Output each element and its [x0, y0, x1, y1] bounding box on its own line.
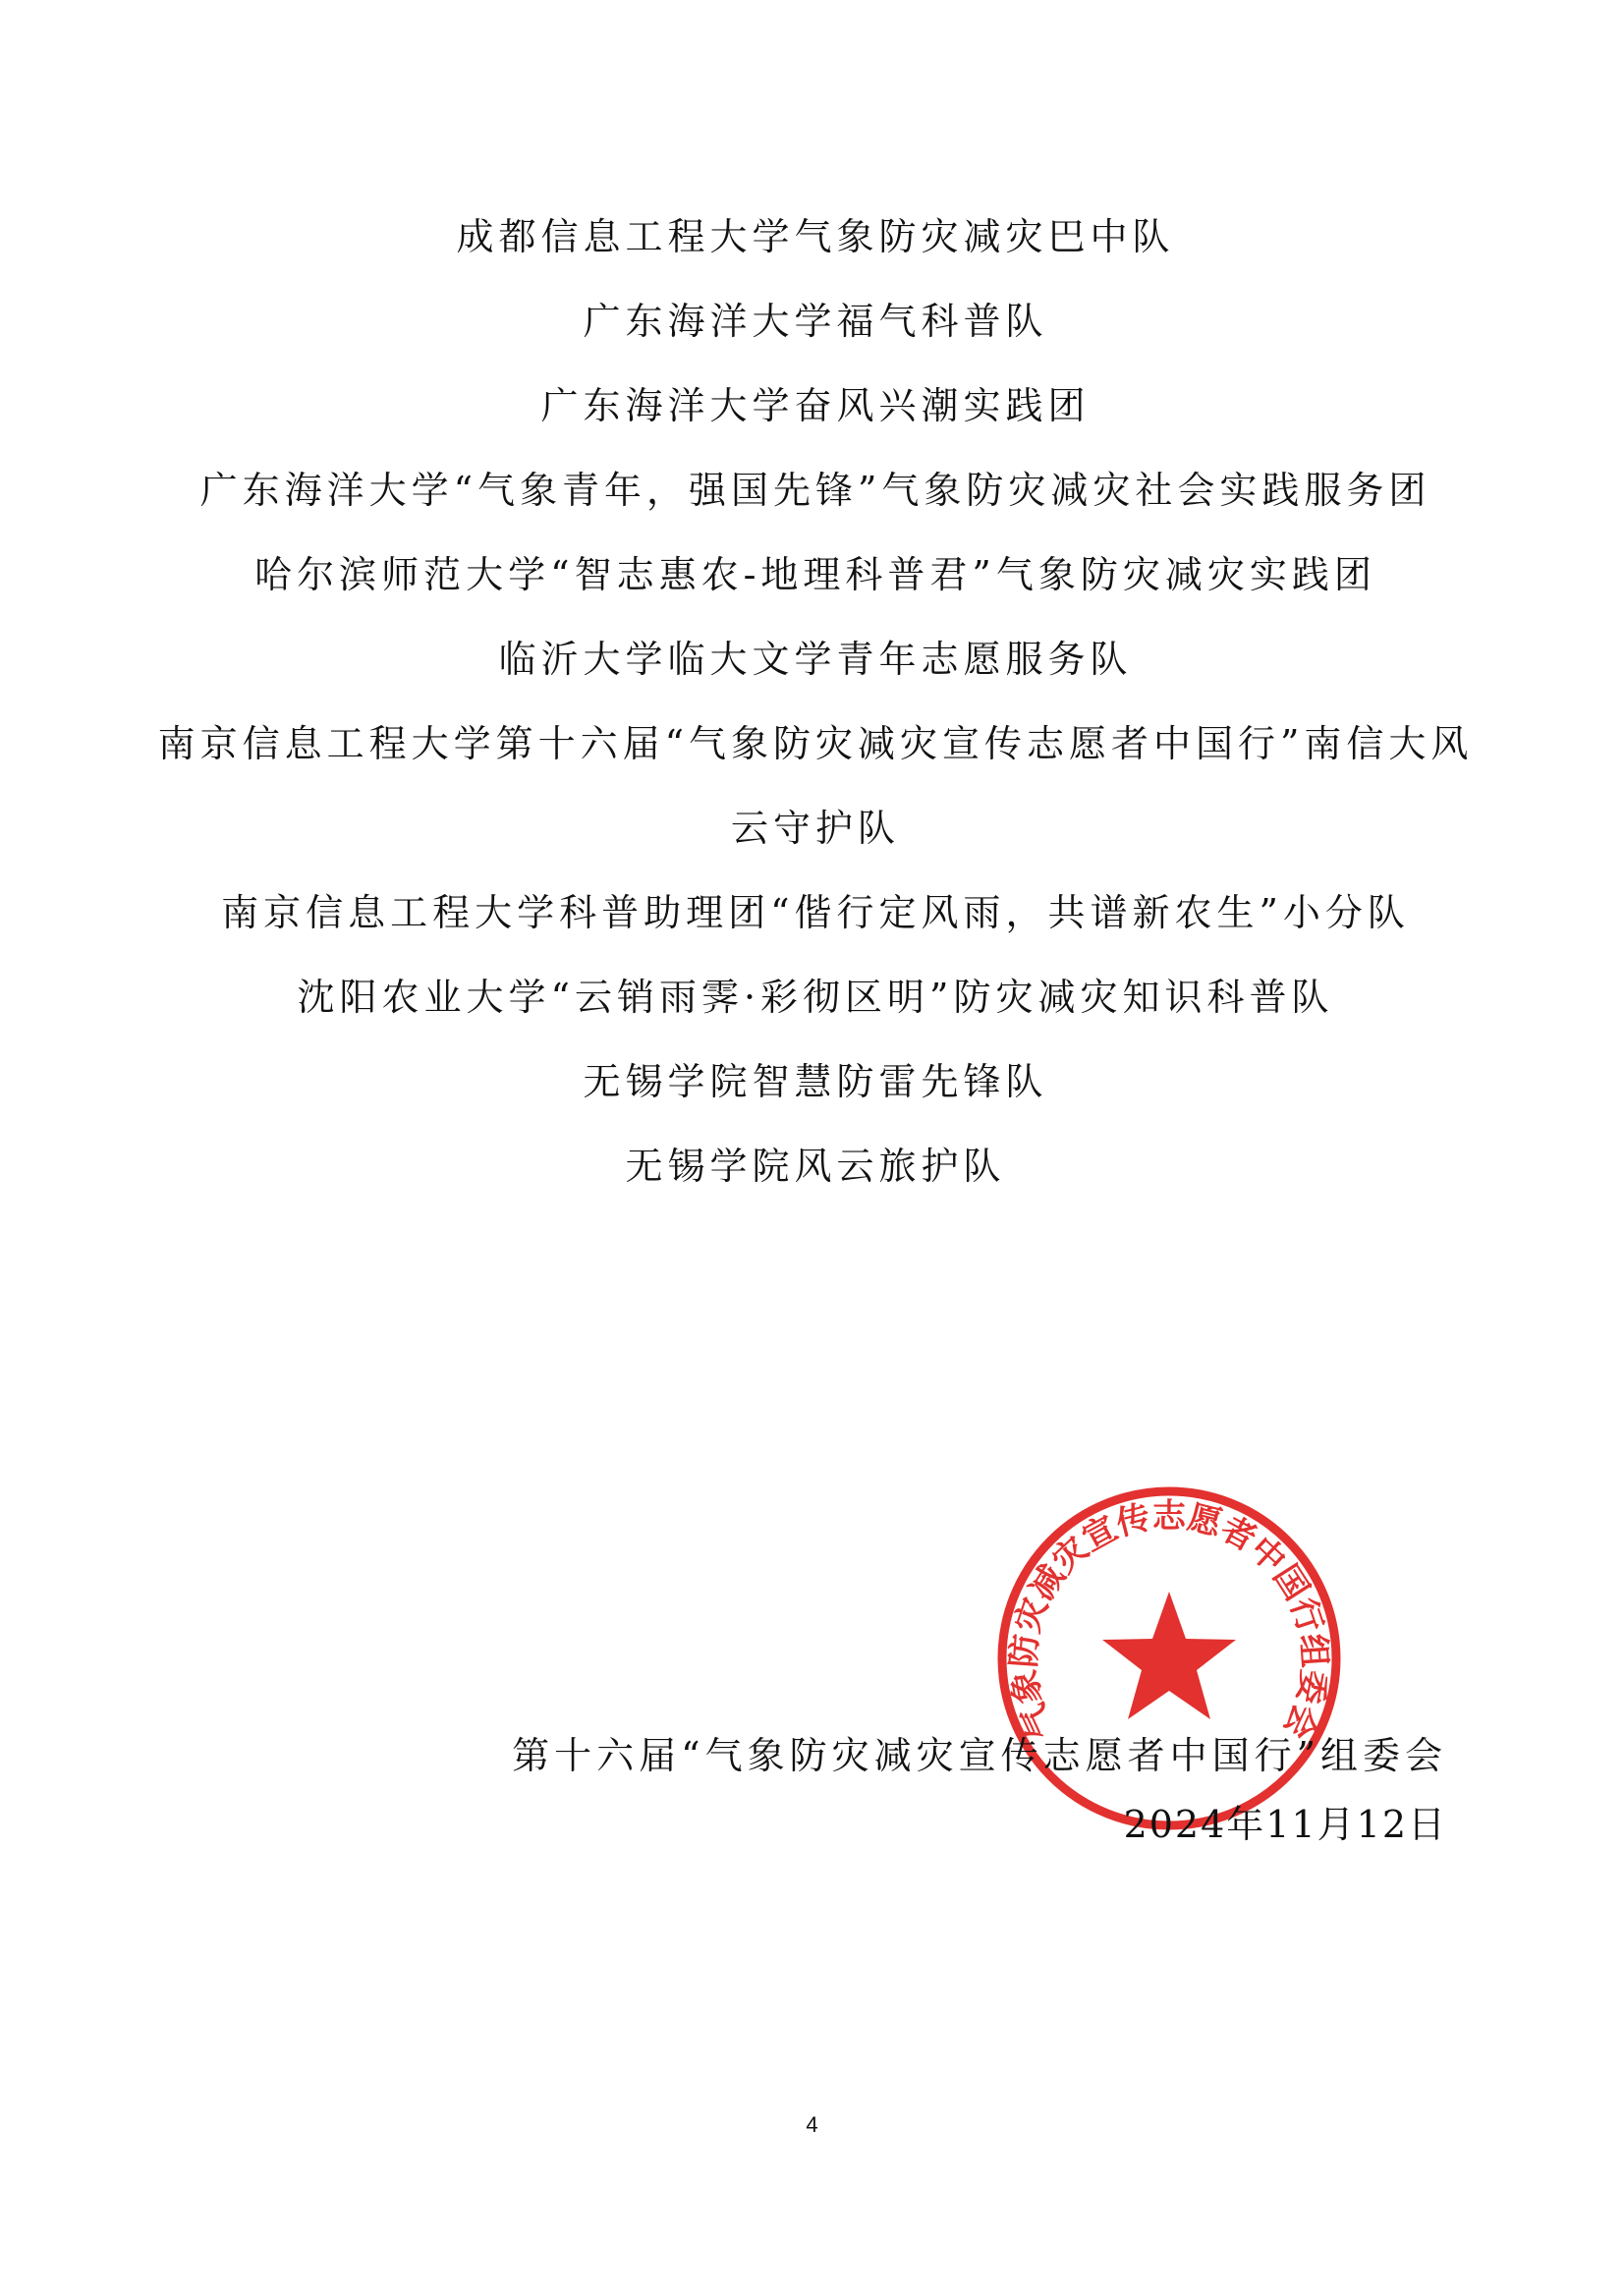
seal-text: 气象防灾减灾宣传志愿者中国行组委会: [1004, 1496, 1334, 1745]
list-item: 临沂大学临大文学青年志愿服务队: [498, 638, 1133, 681]
team-list: [138, 195, 1493, 1208]
signature-block: [512, 1721, 1447, 1859]
list-item: 广东海洋大学福气科普队: [583, 300, 1048, 343]
list-item: 哈尔滨师范大学“智志惠农-地理科普君”气象防灾减灾实践团: [254, 553, 1376, 596]
list-item: 广东海洋大学奋风兴潮实践团: [540, 384, 1091, 427]
list-item: 无锡学院风云旅护队: [625, 1145, 1006, 1188]
organizer-name: 第十六届“气象防灾减灾宣传志愿者中国行”组委会: [512, 1734, 1447, 1777]
list-item: 无锡学院智慧防雷先锋队: [583, 1060, 1048, 1103]
page-number: 4: [806, 2112, 818, 2137]
list-item: 成都信息工程大学气象防灾减灾巴中队: [456, 215, 1175, 258]
star-icon: [1102, 1592, 1236, 1719]
list-item: 南京信息工程大学第十六届“气象防灾减灾宣传志愿者中国行”南信大风云守护队: [157, 722, 1474, 850]
list-item: 广东海洋大学“气象青年，强国先锋”气象防灾减灾社会实践服务团: [199, 469, 1431, 512]
list-item: 沈阳农业大学“云销雨霁·彩彻区明”防灾减灾知识科普队: [297, 976, 1334, 1019]
signature-date: 2024年11月12日: [1123, 1803, 1447, 1846]
list-item: 南京信息工程大学科普助理团“偕行定风雨，共谱新农生”小分队: [221, 891, 1410, 934]
